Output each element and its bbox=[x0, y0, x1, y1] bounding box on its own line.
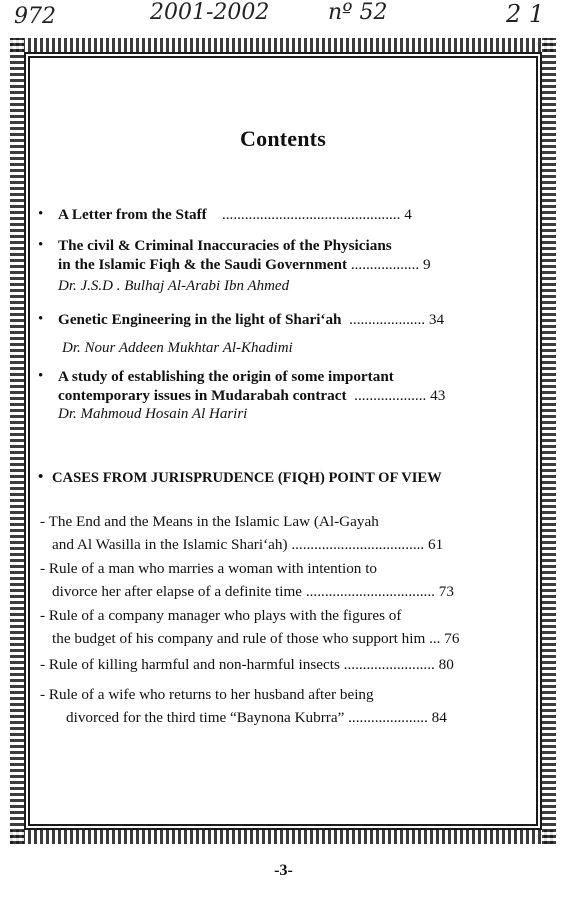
case-line: - Rule of a man who marries a woman with intention to bbox=[40, 560, 378, 577]
bullet: • bbox=[38, 469, 44, 485]
toc-entry-line bbox=[38, 386, 528, 405]
case-line-cont bbox=[40, 627, 530, 650]
leader-dots: .................. bbox=[350, 256, 420, 273]
page-number: -3- bbox=[274, 862, 293, 879]
case-page: 80 bbox=[438, 656, 454, 673]
border-top bbox=[10, 38, 556, 52]
bullet: • bbox=[38, 237, 44, 253]
toc-entry-title-cont: in the Islamic Fiqh & the Saudi Government bbox=[58, 256, 348, 273]
toc-entry-author: Dr. J.S.D . Bulhaj Al-Arabi Ibn Ahmed bbox=[58, 278, 290, 294]
toc-entry-author: Dr. Nour Addeen Mukhtar Al-Khadimi bbox=[62, 340, 293, 356]
bullet: • bbox=[38, 368, 44, 384]
bullet: • bbox=[38, 206, 44, 222]
toc-entry-line bbox=[38, 236, 528, 255]
case-line-text: and Al Wasilla in the Islamic Shari‘ah) ................................... bbox=[52, 536, 425, 553]
toc-entry-author: Dr. Mahmoud Hosain Al Hariri bbox=[58, 406, 248, 422]
toc-entry-page: 4 bbox=[404, 206, 412, 223]
handwritten-note-number: nº 52 bbox=[328, 0, 388, 25]
case-line bbox=[40, 653, 530, 676]
leader-dots: .................... bbox=[349, 311, 426, 328]
toc-entry-page: 43 bbox=[430, 387, 446, 404]
bullet: • bbox=[38, 311, 44, 327]
page-title: Contents bbox=[240, 126, 326, 151]
border-left bbox=[10, 38, 24, 844]
border-bottom bbox=[10, 830, 556, 844]
case-line: - The End and the Means in the Islamic Law (Al-Gayah bbox=[40, 513, 379, 530]
toc-entry-line bbox=[38, 367, 528, 386]
border-right bbox=[542, 38, 556, 844]
toc-entry bbox=[38, 310, 528, 356]
case-page: 76 bbox=[444, 630, 460, 647]
toc-entry-title: The civil & Criminal Inaccuracies of the Physicians bbox=[58, 237, 392, 254]
case-item bbox=[40, 604, 530, 650]
toc-entry-line bbox=[38, 205, 528, 224]
toc-entry bbox=[38, 205, 528, 224]
leader-dots: ............................................... bbox=[221, 206, 401, 223]
toc-entry-page: 9 bbox=[422, 256, 431, 273]
toc-entry-title-cont: contemporary issues in Mudarabah contract bbox=[58, 387, 347, 404]
contents-page bbox=[38, 60, 528, 820]
toc-entry-title: A study of establishing the origin of some important bbox=[58, 368, 394, 385]
toc-entry-line bbox=[38, 310, 528, 329]
case-page: 84 bbox=[431, 709, 447, 726]
case-line: - Rule of a wife who returns to her husband after being bbox=[40, 686, 374, 703]
toc-entry bbox=[38, 236, 528, 296]
case-item bbox=[40, 653, 530, 676]
toc-entry-page: 34 bbox=[428, 311, 445, 328]
toc-entry-title: A Letter from the Staff bbox=[58, 206, 207, 223]
case-item bbox=[40, 557, 530, 603]
toc-entry-title: Genetic Engineering in the light of Shari‘ah bbox=[58, 311, 342, 328]
section-heading bbox=[38, 470, 528, 487]
case-page: 73 bbox=[438, 583, 454, 600]
case-line: - Rule of a company manager who plays with the figures of bbox=[40, 607, 402, 624]
case-line-cont bbox=[40, 580, 530, 603]
toc-entry bbox=[38, 367, 528, 424]
leader-dots: ................... bbox=[354, 387, 427, 404]
case-item bbox=[40, 683, 530, 729]
case-line-cont bbox=[40, 533, 530, 556]
section-heading-text: CASES FROM JURISPRUDENCE (FIQH) POINT OF VIEW bbox=[52, 470, 442, 486]
toc-entry-line bbox=[38, 255, 528, 274]
case-line-text: - Rule of killing harmful and non-harmful insects ........................ bbox=[40, 656, 435, 673]
handwritten-note-years: 2001-2002 bbox=[150, 0, 270, 25]
case-line-cont bbox=[40, 706, 530, 729]
handwritten-note-left: 972 bbox=[14, 4, 56, 29]
handwritten-note-right: 2 1 bbox=[506, 0, 545, 28]
case-item bbox=[40, 510, 530, 556]
case-line-text: the budget of his company and rule of those who support him ... bbox=[52, 630, 441, 647]
case-line-text: divorced for the third time “Baynona Kubrra” ..................... bbox=[66, 709, 428, 726]
case-line-text: divorce her after elapse of a definite time .................................. bbox=[52, 583, 435, 600]
case-page: 61 bbox=[428, 536, 444, 553]
